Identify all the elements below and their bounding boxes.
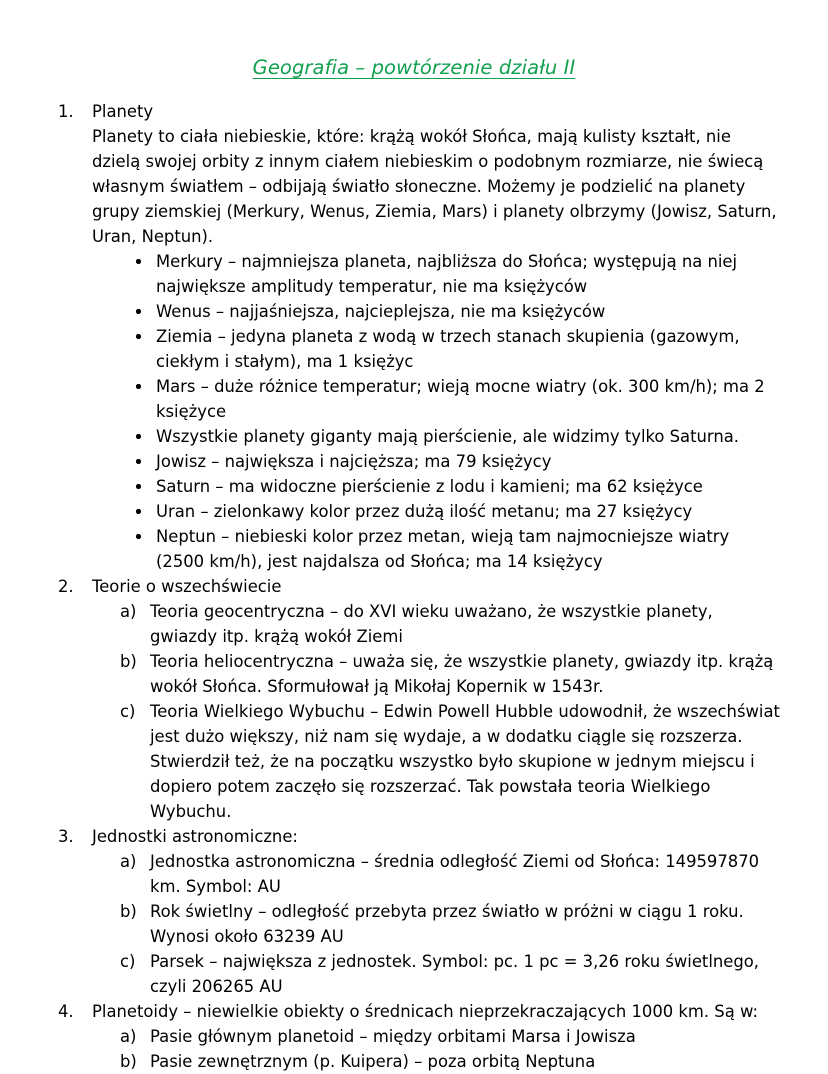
list-item-marker: c) <box>120 702 136 722</box>
bullet-dot-icon <box>136 534 141 539</box>
section-number: 3. <box>58 827 74 847</box>
units-letter-list <box>92 849 782 999</box>
list-item-text: Teoria Wielkiego Wybuchu – Edwin Powell Hubble udowodnił, że wszechświat jest dużo większy, niż nam się wydaje, a w dodatku ciągle się rozszerza. Stwierdził też, że na początku wszystko było skupione w jednym miejscu i dopiero potem zaczęło się rozszerzać. Tak powstała teoria Wielkiego Wybuchu. <box>150 702 780 822</box>
list-item-text: Teoria geocentryczna – do XVI wieku uważano, że wszystkie planety, gwiazdy itp. krążą wokół Ziemi <box>150 602 713 647</box>
list-item <box>134 449 782 474</box>
list-item-text: Wenus – najjaśniejsza, najcieplejsza, nie ma księżyców <box>156 302 606 322</box>
list-item-marker: a) <box>120 602 137 622</box>
list-item-marker: a) <box>120 1027 137 1047</box>
list-item <box>134 374 782 424</box>
list-item-text: Jednostka astronomiczna – średnia odległość Ziemi od Słońca: 149597870 km. Symbol: AU <box>150 852 760 897</box>
bullet-dot-icon <box>136 334 141 339</box>
list-item-text: Neptun – niebieski kolor przez metan, wieją tam najmocniejsze wiatry (2500 km/h), jest najdalsza od Słońca; ma 14 księżycy <box>156 527 730 572</box>
list-item-text: Teoria heliocentryczna – uważa się, że wszystkie planety, gwiazdy itp. krążą wokół Słońca. Sformułował ją Mikołaj Kopernik w 1543r. <box>150 652 774 697</box>
document-body <box>0 99 828 1074</box>
section-paragraph: Planety to ciała niebieskie, które: krążą wokół Słońca, mają kulisty kształt, nie dzielą swojej orbity z innym ciałem niebieskim o podobnym rozmiarze, nie świecą własnym światłem – odbijają światło słoneczne. Możemy je podzielić na planety grupy ziemskiej (Merkury, Wenus, Ziemia, Mars) i planety olbrzymy (Jowisz, Saturn, Uran, Neptun). <box>92 127 777 247</box>
planetoid-letter-list <box>92 1024 782 1074</box>
list-item <box>120 1049 782 1074</box>
list-item <box>134 474 782 499</box>
list-item <box>120 849 782 899</box>
list-item <box>120 599 782 649</box>
bullet-dot-icon <box>136 459 141 464</box>
list-item-text: Merkury – najmniejsza planeta, najbliższa do Słońca; występują na niej największe amplitudy temperatur, nie ma księżyców <box>156 252 738 297</box>
list-item <box>120 1024 782 1049</box>
list-item-text: Jowisz – największa i najcięższa; ma 79 księżycy <box>156 452 552 472</box>
list-item-text: Wszystkie planety giganty mają pierścienie, ale widzimy tylko Saturna. <box>156 427 740 447</box>
section-heading: Planetoidy – niewielkie obiekty o średnicach nieprzekraczających 1000 km. Są w: <box>92 1002 758 1022</box>
list-item-text: Rok świetlny – odległość przebyta przez światło w próżni w ciągu 1 roku. Wynosi około 63239 AU <box>150 902 744 947</box>
list-item-text: Pasie zewnętrznym (p. Kuipera) – poza orbitą Neptuna <box>150 1052 596 1072</box>
section-teorie <box>58 574 782 824</box>
planet-bullet-list <box>92 249 782 574</box>
list-item-text: Mars – duże różnice temperatur; wieją mocne wiatry (ok. 300 km/h); ma 2 księżyce <box>156 377 765 422</box>
bullet-dot-icon <box>136 259 141 264</box>
section-planetoidy <box>58 999 782 1074</box>
section-number: 1. <box>58 102 74 122</box>
list-item-marker: c) <box>120 952 136 972</box>
list-item <box>134 324 782 374</box>
list-item <box>134 299 782 324</box>
list-item <box>120 949 782 999</box>
list-item-marker: b) <box>120 1052 137 1072</box>
list-item-text: Uran – zielonkawy kolor przez dużą ilość metanu; ma 27 księżycy <box>156 502 693 522</box>
section-heading: Planety <box>92 102 154 122</box>
list-item <box>120 699 782 824</box>
list-item <box>134 499 782 524</box>
list-item <box>120 649 782 699</box>
list-item-text: Ziemia – jedyna planeta z wodą w trzech stanach skupienia (gazowym, ciekłym i stałym), ma 1 księżyc <box>156 327 740 372</box>
section-jednostki <box>58 824 782 999</box>
list-item <box>134 424 782 449</box>
list-item-marker: b) <box>120 902 137 922</box>
section-planety <box>58 99 782 574</box>
bullet-dot-icon <box>136 309 141 314</box>
section-number: 2. <box>58 577 74 597</box>
section-heading: Jednostki astronomiczne: <box>92 827 298 847</box>
list-item-marker: a) <box>120 852 137 872</box>
list-item-text: Pasie głównym planetoid – między orbitami Marsa i Jowisza <box>150 1027 636 1047</box>
bullet-dot-icon <box>136 434 141 439</box>
list-item-text: Parsek – największa z jednostek. Symbol: pc. 1 pc = 3,26 roku świetlnego, czyli 206265 AU <box>150 952 760 997</box>
bullet-dot-icon <box>136 484 141 489</box>
page-title <box>0 0 828 79</box>
page-title-text: Geografia – powtórzenie działu II <box>252 56 576 79</box>
list-item-text: Saturn – ma widoczne pierścienie z lodu i kamieni; ma 62 księżyce <box>156 477 703 497</box>
theory-letter-list <box>92 599 782 824</box>
bullet-dot-icon <box>136 384 141 389</box>
list-item-marker: b) <box>120 652 137 672</box>
outline-list <box>58 99 782 1074</box>
list-item <box>134 524 782 574</box>
bullet-dot-icon <box>136 509 141 514</box>
list-item <box>120 899 782 949</box>
list-item <box>134 249 782 299</box>
section-number: 4. <box>58 1002 74 1022</box>
section-heading: Teorie o wszechświecie <box>92 577 282 597</box>
